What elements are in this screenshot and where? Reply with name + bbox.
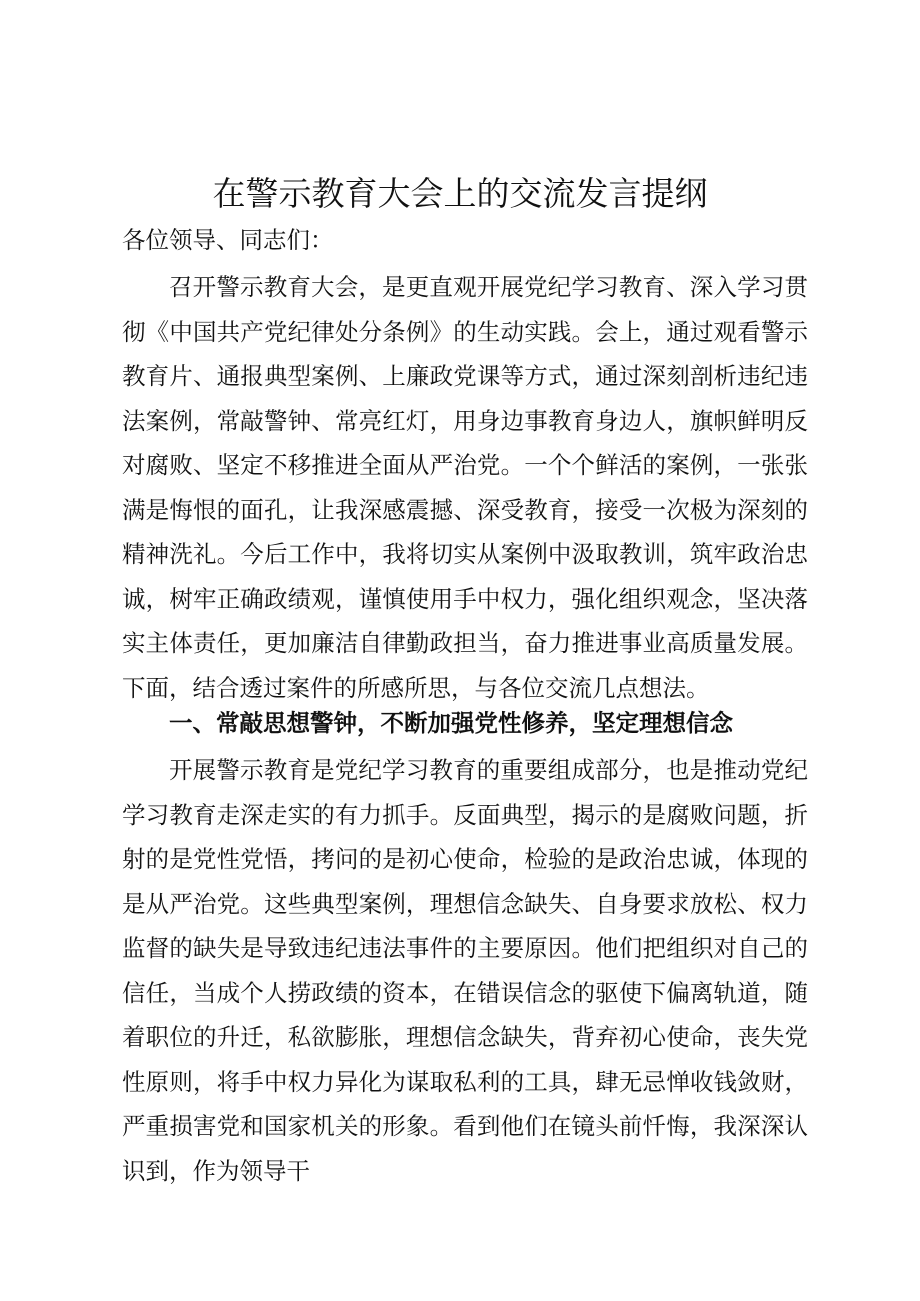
section-heading-1: 一、常敲思想警钟，不断加强党性修养，坚定理想信念 [169, 709, 733, 737]
salutation: 各位领导、同志们： [122, 226, 334, 254]
paragraph-intro: 召开警示教育大会，是更直观开展党纪学习教育、深入学习贯彻《中国共产党纪律处分条例》的生动实践。会上，通过观看警示教育片、通报典型案例、上廉政党课等方式，通过深刻剖析违纪违法案例，常敲警钟、常亮红灯，用身边事教育身边人，旗帜鲜明反对腐败、坚定不移推进全面从严治党。一个个鲜活的案例，一张张满是悔恨的面孔，让我深感震撼、深受教育，接受一次极为深刻的精神洗礼。今后工作中，我将切实从案例中汲取教训，筑牢政治忠诚，树牢正确政绩观，谨慎使用手中权力，强化组织观念，坚决落实主体责任，更加廉洁自律勤政担当，奋力推进事业高质量发展。下面，结合透过案件的所感所思，与各位交流几点想法。 [122, 273, 808, 702]
paragraph-section-1: 开展警示教育是党纪学习教育的重要组成部分，也是推动党纪学习教育走深走实的有力抓手。反面典型，揭示的是腐败问题，折射的是党性党悟，拷问的是初心使命，检验的是政治忠诚，体现的是从严治党。这些典型案例，理想信念缺失、自身要求放松、权力监督的缺失是导致违纪违法事件的主要原因。他们把组织对自己的信任，当成个人捞政绩的资本，在错误信念的驱使下偏离轨道，随着职位的升迁，私欲膨胀，理想信念缺失，背弃初心使命，丧失党性原则，将手中权力异化为谋取私利的工具，肆无忌惮收钱敛财，严重损害党和国家机关的形象。看到他们在镜头前忏悔，我深深认识到，作为领导干 [122, 756, 808, 1185]
document-title: 在警示教育大会上的交流发言提纲 [212, 174, 708, 213]
